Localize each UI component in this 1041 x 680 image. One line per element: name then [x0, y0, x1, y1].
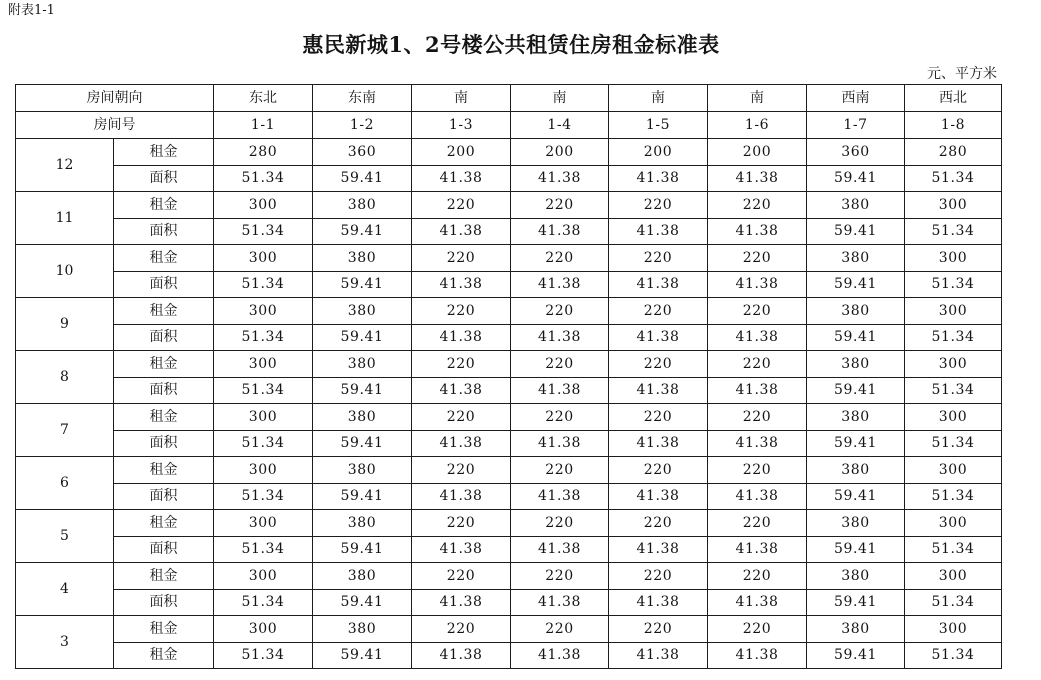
rent-value-cell: 220	[511, 192, 609, 219]
rent-value-cell: 380	[313, 616, 412, 643]
rent-value-cell: 220	[511, 616, 609, 643]
rent-value-cell: 220	[708, 245, 807, 272]
rent-value-cell: 220	[609, 563, 708, 590]
area-row	[16, 377, 1002, 404]
area-value-cell: 41.38	[609, 642, 708, 669]
rent-row	[16, 404, 1002, 431]
area-value-cell: 59.41	[807, 536, 905, 563]
rent-value-cell: 220	[412, 616, 511, 643]
area-value-cell: 41.38	[609, 218, 708, 245]
rent-value-cell: 220	[708, 563, 807, 590]
floor-number-cell: 11	[16, 192, 114, 245]
rent-row	[16, 457, 1002, 484]
row-label-cell: 租金	[114, 351, 214, 378]
rent-value-cell: 280	[905, 139, 1002, 166]
floor-number-cell: 7	[16, 404, 114, 457]
area-value-cell: 51.34	[214, 271, 313, 298]
area-value-cell: 51.34	[214, 483, 313, 510]
page-title: 惠民新城1、2号楼公共租赁住房租金标准表	[302, 32, 720, 57]
rent-value-cell: 380	[807, 616, 905, 643]
room-number-cell: 1-3	[412, 112, 511, 139]
rent-value-cell: 220	[609, 457, 708, 484]
area-value-cell: 41.38	[708, 589, 807, 616]
rent-value-cell: 220	[412, 510, 511, 537]
area-value-cell: 41.38	[708, 218, 807, 245]
area-value-cell: 59.41	[313, 324, 412, 351]
rent-value-cell: 220	[708, 298, 807, 325]
area-value-cell: 59.41	[313, 642, 412, 669]
rent-value-cell: 220	[708, 457, 807, 484]
rent-value-cell: 380	[313, 351, 412, 378]
row-label-cell: 租金	[114, 192, 214, 219]
area-value-cell: 51.34	[214, 165, 313, 192]
floor-number-cell: 6	[16, 457, 114, 510]
area-row	[16, 324, 1002, 351]
row-label-cell: 面积	[114, 430, 214, 457]
rent-row	[16, 139, 1002, 166]
area-value-cell: 51.34	[214, 430, 313, 457]
rent-value-cell: 220	[609, 616, 708, 643]
floor-number-cell: 3	[16, 616, 114, 669]
rent-value-cell: 300	[905, 563, 1002, 590]
rent-value-cell: 220	[412, 351, 511, 378]
area-value-cell: 41.38	[412, 324, 511, 351]
area-value-cell: 51.34	[214, 377, 313, 404]
rent-value-cell: 220	[412, 404, 511, 431]
area-row	[16, 642, 1002, 669]
area-value-cell: 59.41	[807, 324, 905, 351]
area-value-cell: 41.38	[412, 271, 511, 298]
rent-value-cell: 300	[214, 404, 313, 431]
rent-value-cell: 380	[807, 563, 905, 590]
rent-value-cell: 380	[313, 192, 412, 219]
area-value-cell: 41.38	[511, 483, 609, 510]
rent-value-cell: 380	[313, 298, 412, 325]
area-value-cell: 41.38	[511, 165, 609, 192]
rent-value-cell: 220	[511, 351, 609, 378]
area-value-cell: 51.34	[905, 324, 1002, 351]
area-value-cell: 59.41	[313, 430, 412, 457]
rent-value-cell: 300	[905, 404, 1002, 431]
area-value-cell: 59.41	[313, 483, 412, 510]
area-value-cell: 41.38	[609, 483, 708, 510]
room-number-cell: 1-1	[214, 112, 313, 139]
area-value-cell: 41.38	[412, 642, 511, 669]
area-value-cell: 59.41	[313, 589, 412, 616]
rent-value-cell: 300	[214, 616, 313, 643]
area-row	[16, 483, 1002, 510]
area-row	[16, 536, 1002, 563]
rent-value-cell: 380	[807, 351, 905, 378]
area-value-cell: 41.38	[708, 536, 807, 563]
rent-value-cell: 300	[905, 298, 1002, 325]
floor-number-cell: 4	[16, 563, 114, 616]
area-value-cell: 41.38	[511, 218, 609, 245]
rent-value-cell: 360	[807, 139, 905, 166]
room-number-cell: 1-5	[609, 112, 708, 139]
rent-value-cell: 380	[807, 298, 905, 325]
area-value-cell: 51.34	[905, 218, 1002, 245]
rent-value-cell: 380	[313, 457, 412, 484]
area-value-cell: 41.38	[412, 589, 511, 616]
room-number-cell: 1-7	[807, 112, 905, 139]
rent-value-cell: 380	[807, 245, 905, 272]
area-value-cell: 51.34	[214, 642, 313, 669]
rent-value-cell: 220	[412, 245, 511, 272]
rent-value-cell: 380	[313, 563, 412, 590]
area-value-cell: 41.38	[511, 642, 609, 669]
rent-value-cell: 220	[609, 510, 708, 537]
row-label-cell: 租金	[114, 139, 214, 166]
row-label-cell: 租金	[114, 510, 214, 537]
rent-value-cell: 200	[609, 139, 708, 166]
row-label-cell: 面积	[114, 589, 214, 616]
appendix-label: 附表1-1	[8, 3, 55, 18]
rent-value-cell: 220	[511, 404, 609, 431]
area-value-cell: 51.34	[905, 642, 1002, 669]
rent-value-cell: 220	[708, 404, 807, 431]
room-number-cell: 1-2	[313, 112, 412, 139]
orientation-header: 房间朝向	[16, 85, 214, 112]
row-label-cell: 租金	[114, 245, 214, 272]
rent-value-cell: 300	[214, 245, 313, 272]
area-value-cell: 41.38	[511, 271, 609, 298]
area-value-cell: 41.38	[609, 324, 708, 351]
rent-value-cell: 220	[708, 616, 807, 643]
area-value-cell: 59.41	[807, 271, 905, 298]
orientation-cell: 南	[511, 85, 609, 112]
area-value-cell: 59.41	[807, 483, 905, 510]
unit-note: 元、平方米	[927, 66, 997, 82]
area-value-cell: 59.41	[313, 165, 412, 192]
rent-value-cell: 300	[214, 298, 313, 325]
orientation-cell: 南	[609, 85, 708, 112]
floor-number-cell: 10	[16, 245, 114, 298]
rent-value-cell: 220	[511, 298, 609, 325]
area-value-cell: 59.41	[313, 377, 412, 404]
floor-number-cell: 12	[16, 139, 114, 192]
orientation-cell: 东北	[214, 85, 313, 112]
rent-value-cell: 220	[609, 298, 708, 325]
rent-value-cell: 220	[609, 404, 708, 431]
area-value-cell: 51.34	[905, 589, 1002, 616]
row-label-cell: 面积	[114, 483, 214, 510]
orientation-cell: 南	[708, 85, 807, 112]
area-value-cell: 51.34	[905, 377, 1002, 404]
rent-value-cell: 380	[807, 404, 905, 431]
floor-number-cell: 9	[16, 298, 114, 351]
rent-value-cell: 380	[313, 245, 412, 272]
rent-value-cell: 380	[807, 457, 905, 484]
rent-value-cell: 380	[807, 192, 905, 219]
area-value-cell: 51.34	[905, 483, 1002, 510]
rent-row	[16, 298, 1002, 325]
rent-value-cell: 300	[905, 192, 1002, 219]
area-value-cell: 41.38	[511, 430, 609, 457]
row-label-cell: 面积	[114, 536, 214, 563]
area-value-cell: 59.41	[807, 218, 905, 245]
rent-value-cell: 220	[708, 351, 807, 378]
rent-value-cell: 300	[905, 457, 1002, 484]
orientation-cell: 西北	[905, 85, 1002, 112]
room-number-cell: 1-6	[708, 112, 807, 139]
rent-value-cell: 220	[511, 457, 609, 484]
area-value-cell: 41.38	[708, 377, 807, 404]
area-value-cell: 41.38	[412, 165, 511, 192]
rent-value-cell: 300	[905, 616, 1002, 643]
rent-value-cell: 220	[708, 510, 807, 537]
rent-row	[16, 563, 1002, 590]
area-value-cell: 41.38	[511, 589, 609, 616]
rent-value-cell: 220	[511, 245, 609, 272]
row-label-cell: 租金	[114, 457, 214, 484]
rent-value-cell: 220	[412, 563, 511, 590]
room-number-cell: 1-4	[511, 112, 609, 139]
area-value-cell: 51.34	[905, 430, 1002, 457]
rent-value-cell: 220	[412, 298, 511, 325]
rent-value-cell: 300	[214, 192, 313, 219]
area-value-cell: 51.34	[905, 536, 1002, 563]
area-value-cell: 41.38	[609, 589, 708, 616]
rent-row	[16, 245, 1002, 272]
area-value-cell: 41.38	[609, 271, 708, 298]
rent-value-cell: 200	[511, 139, 609, 166]
rent-value-cell: 380	[313, 510, 412, 537]
rent-value-cell: 300	[214, 351, 313, 378]
area-value-cell: 59.41	[807, 589, 905, 616]
rent-row	[16, 192, 1002, 219]
rent-value-cell: 200	[412, 139, 511, 166]
area-value-cell: 41.38	[511, 377, 609, 404]
area-row	[16, 430, 1002, 457]
area-value-cell: 51.34	[214, 536, 313, 563]
rent-value-cell: 220	[412, 457, 511, 484]
room-number-header: 房间号	[16, 112, 214, 139]
row-label-cell: 面积	[114, 218, 214, 245]
rent-value-cell: 300	[214, 457, 313, 484]
orientation-cell: 西南	[807, 85, 905, 112]
row-label-cell: 租金	[114, 616, 214, 643]
rent-row	[16, 351, 1002, 378]
area-value-cell: 41.38	[708, 165, 807, 192]
rent-value-cell: 360	[313, 139, 412, 166]
area-value-cell: 59.41	[807, 642, 905, 669]
area-value-cell: 41.38	[511, 324, 609, 351]
area-value-cell: 59.41	[807, 377, 905, 404]
row-label-cell: 租金	[114, 563, 214, 590]
area-value-cell: 41.38	[609, 377, 708, 404]
row-label-cell: 租金	[114, 404, 214, 431]
area-value-cell: 51.34	[214, 324, 313, 351]
rent-value-cell: 220	[511, 563, 609, 590]
area-value-cell: 59.41	[807, 165, 905, 192]
area-value-cell: 41.38	[412, 377, 511, 404]
rent-value-cell: 220	[511, 510, 609, 537]
area-row	[16, 165, 1002, 192]
area-value-cell: 59.41	[313, 271, 412, 298]
rent-value-cell: 300	[905, 245, 1002, 272]
room-number-cell: 1-8	[905, 112, 1002, 139]
area-value-cell: 41.38	[511, 536, 609, 563]
row-label-cell: 面积	[114, 324, 214, 351]
area-value-cell: 41.38	[609, 165, 708, 192]
area-value-cell: 41.38	[708, 324, 807, 351]
rent-value-cell: 220	[609, 192, 708, 219]
area-value-cell: 41.38	[708, 642, 807, 669]
orientation-row	[16, 85, 1002, 112]
area-value-cell: 41.38	[412, 218, 511, 245]
area-row	[16, 271, 1002, 298]
area-value-cell: 51.34	[905, 165, 1002, 192]
rent-value-cell: 220	[609, 245, 708, 272]
area-row	[16, 218, 1002, 245]
rent-value-cell: 380	[313, 404, 412, 431]
orientation-cell: 南	[412, 85, 511, 112]
rent-value-cell: 300	[905, 351, 1002, 378]
rent-value-cell: 300	[214, 510, 313, 537]
row-label-cell: 面积	[114, 165, 214, 192]
floor-number-cell: 8	[16, 351, 114, 404]
area-value-cell: 41.38	[708, 271, 807, 298]
floor-number-cell: 5	[16, 510, 114, 563]
row-label-cell: 面积	[114, 271, 214, 298]
area-value-cell: 59.41	[807, 430, 905, 457]
rent-value-cell: 220	[412, 192, 511, 219]
area-value-cell: 41.38	[412, 483, 511, 510]
row-label-cell: 面积	[114, 377, 214, 404]
area-value-cell: 41.38	[708, 430, 807, 457]
area-value-cell: 51.34	[905, 271, 1002, 298]
area-row	[16, 589, 1002, 616]
area-value-cell: 59.41	[313, 218, 412, 245]
orientation-cell: 东南	[313, 85, 412, 112]
area-value-cell: 41.38	[412, 430, 511, 457]
row-label-cell: 租金	[114, 298, 214, 325]
rent-value-cell: 200	[708, 139, 807, 166]
area-value-cell: 51.34	[214, 218, 313, 245]
table-body	[16, 139, 1002, 669]
rent-value-cell: 380	[807, 510, 905, 537]
area-value-cell: 41.38	[609, 536, 708, 563]
area-value-cell: 41.38	[609, 430, 708, 457]
rent-value-cell: 220	[708, 192, 807, 219]
rent-row	[16, 510, 1002, 537]
row-label-cell: 租金	[114, 642, 214, 669]
rent-value-cell: 300	[214, 563, 313, 590]
rent-standard-table	[15, 84, 1002, 669]
area-value-cell: 41.38	[708, 483, 807, 510]
area-value-cell: 59.41	[313, 536, 412, 563]
rent-value-cell: 300	[905, 510, 1002, 537]
room-number-row	[16, 112, 1002, 139]
area-value-cell: 51.34	[214, 589, 313, 616]
rent-value-cell: 220	[609, 351, 708, 378]
rent-value-cell: 280	[214, 139, 313, 166]
rent-row	[16, 616, 1002, 643]
area-value-cell: 41.38	[412, 536, 511, 563]
